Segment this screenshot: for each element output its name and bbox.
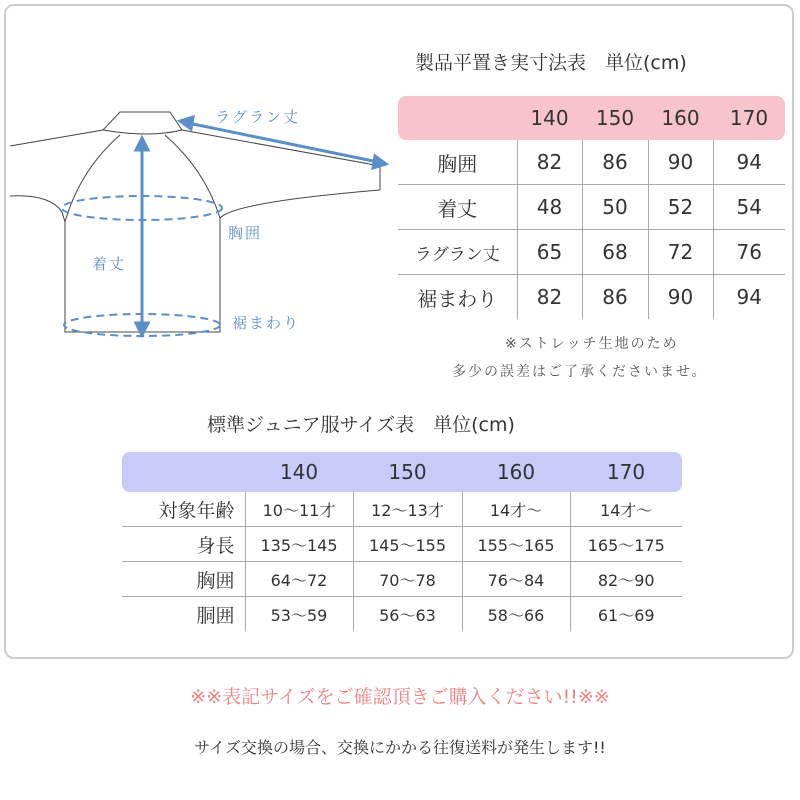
cell: 10〜11才 (245, 492, 353, 527)
raglan-label: ラグラン丈 (215, 108, 301, 126)
cell: 165〜175 (570, 527, 682, 562)
cell: 14才〜 (570, 492, 682, 527)
table-row (398, 185, 785, 230)
row-label: 対象年齢 (122, 492, 245, 527)
cell: 14才〜 (462, 492, 570, 527)
table-row (122, 562, 682, 597)
cell: 70〜78 (353, 562, 462, 597)
cell: 145〜155 (353, 527, 462, 562)
cell: 135〜145 (245, 527, 353, 562)
exchange-note: サイズ交換の場合、交換にかかる往復送料が発生します!! (194, 738, 606, 757)
product-table-title: 製品平置き実寸法表 単位(cm) (415, 52, 687, 74)
header-cell: 140 (245, 452, 353, 492)
cell: 82 (517, 140, 582, 185)
cell: 90 (648, 140, 713, 185)
cell: 90 (648, 275, 713, 320)
row-label: 身長 (122, 527, 245, 562)
cell: 68 (582, 230, 648, 275)
table-header-row (398, 96, 785, 140)
cell: 65 (517, 230, 582, 275)
chest-label: 胸囲 (228, 224, 263, 242)
row-label: 裾まわり (417, 286, 498, 311)
cell: 155〜165 (462, 527, 570, 562)
row-label: 胴囲 (196, 604, 235, 627)
row-label: 着丈 (398, 185, 517, 230)
cell: 52 (648, 185, 713, 230)
table-row (398, 275, 785, 320)
cell: 48 (517, 185, 582, 230)
table-header-row (122, 452, 682, 492)
row-label: ラグラン丈 (398, 230, 517, 275)
hem-label: 裾まわり (232, 314, 301, 332)
cell: 54 (713, 185, 785, 230)
cell: 61〜69 (570, 597, 682, 632)
table-row (398, 140, 785, 185)
stretch-note-1: ※ストレッチ生地のため (505, 336, 679, 352)
standard-size-table (122, 452, 682, 631)
cell: 12〜13才 (353, 492, 462, 527)
header-cell: 160 (648, 96, 713, 140)
garment-diagram (0, 90, 400, 350)
cell: 76〜84 (462, 562, 570, 597)
cell: 86 (582, 275, 648, 320)
cell: 82 (517, 275, 582, 320)
table-row (122, 527, 682, 562)
cell: 53〜59 (245, 597, 353, 632)
header-cell (122, 452, 245, 492)
product-size-table (398, 96, 785, 319)
cell: 50 (582, 185, 648, 230)
table-row (122, 597, 682, 632)
cell: 64〜72 (245, 562, 353, 597)
table-row (398, 230, 785, 275)
header-cell: 170 (570, 452, 682, 492)
cell: 82〜90 (570, 562, 682, 597)
cell: 72 (648, 230, 713, 275)
header-cell: 160 (462, 452, 570, 492)
table-row (122, 492, 682, 527)
cell: 58〜66 (462, 597, 570, 632)
header-cell: 170 (713, 96, 785, 140)
standard-table-title: 標準ジュニア服サイズ表 単位(cm) (207, 414, 515, 436)
cell: 94 (713, 275, 785, 320)
cell: 76 (713, 230, 785, 275)
cell: 94 (713, 140, 785, 185)
cell: 86 (582, 140, 648, 185)
header-cell: 140 (517, 96, 582, 140)
cell: 56〜63 (353, 597, 462, 632)
header-cell (398, 96, 517, 140)
stretch-note-2: 多少の誤差はご了承くださいませ。 (452, 364, 708, 380)
row-label: 胸囲 (398, 140, 517, 185)
length-label: 着丈 (92, 255, 127, 273)
row-label: 胸囲 (122, 562, 245, 597)
header-cell: 150 (353, 452, 462, 492)
header-cell: 150 (582, 96, 648, 140)
warning-text: ※※表記サイズをご確認頂きご購入ください!!※※ (190, 686, 610, 708)
